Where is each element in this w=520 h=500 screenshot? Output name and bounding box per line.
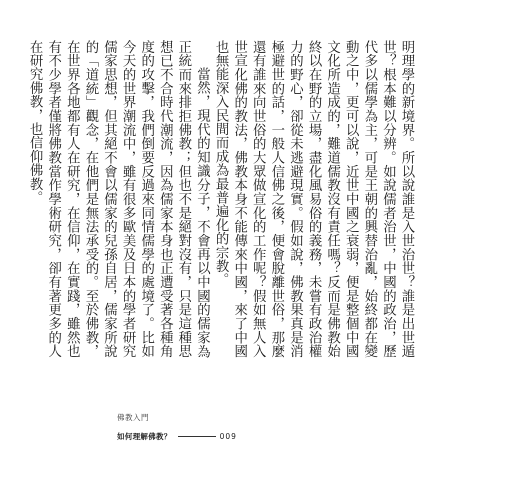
footer-rule (178, 436, 216, 437)
page-footer (117, 412, 237, 442)
page-number: 009 (219, 432, 237, 441)
running-head (117, 431, 237, 442)
chapter-title: 如何理解佛教？ (117, 432, 172, 441)
paragraph-2: 當然，現代的知識分子，不會再以中國的儒家為正統而來排拒佛教；但也不是絕對沒有，只是這種思想已不合時代潮流，因為儒家本身也正遭受著各種角度的攻擊，我們倒要反過來同情儒學的處境了。比如今天的世界潮流中，雖有很多歐美及日本的學者研究儒家思想，但其絕不會以儒家的兒孫自居，儒家所說的「道統」觀念，在他們是無法承受的。至於佛教，在世界各地都有人在研究，在信仰，在實踐，雖然也有不少學者僅將佛教當作學術研究，卻有著更多的人在研究佛教，也信仰佛教。 (27, 40, 210, 358)
book-title: 佛教入門 (117, 413, 149, 422)
body-text (19, 40, 415, 358)
paragraph-1: 明理學的新境界。所以說誰是入世治世？誰是出世遁世？根本難以分辨。如說儒者治世，中國的政治，歷代多以儒學為主，可是王朝的興替治亂，始終都在變動之中，更可以說，近世中國之衰弱，便是整個中國文化所造成的，難道儒教沒有責任嗎？反而是佛教始終以在野的立場，盡化風易俗的義務，未嘗有政治權力的野心，卻從未逃避現實。假如說，佛教果真是消極避世的話，一般人信佛之後，便會脫離世俗，那麼還有誰來向世俗的大眾做宣化的工作呢？假如無人入世宣化佛的教法，佛教本身不能傳來中國，來了中國也無能深入民間而成為最普遍化的宗教。 (213, 40, 414, 358)
